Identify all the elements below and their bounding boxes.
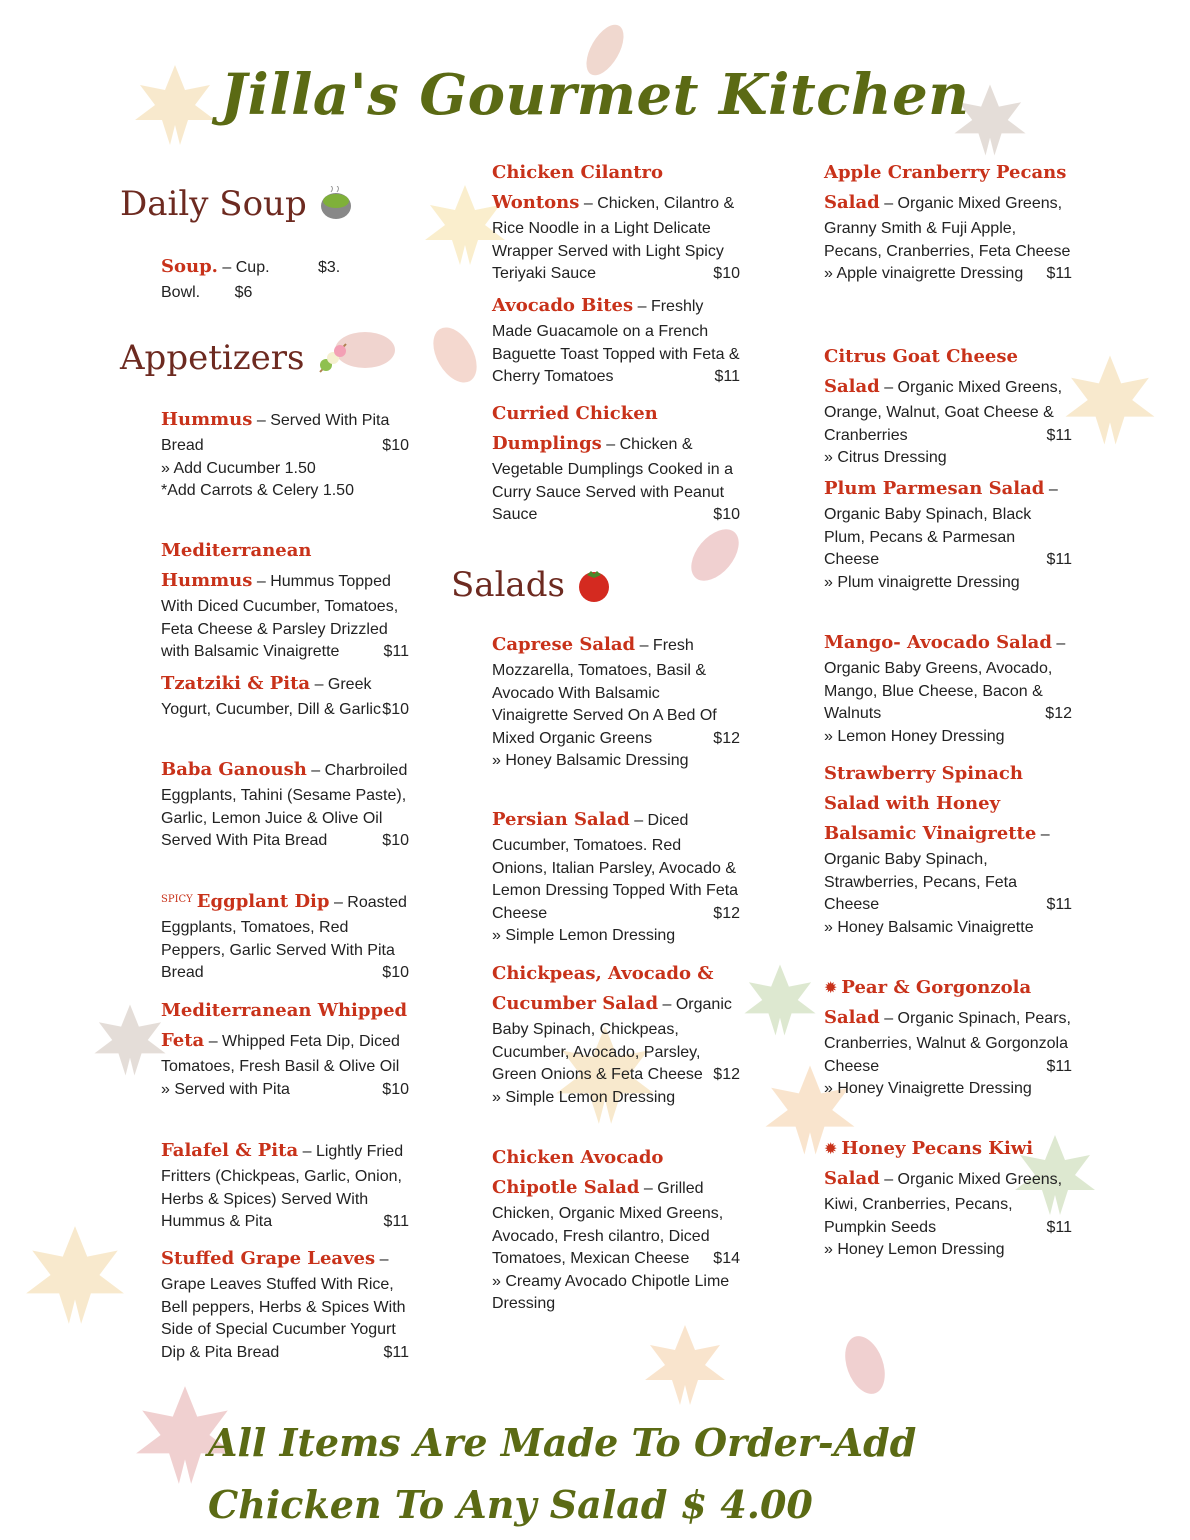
item-name: Mediterranean Hummus bbox=[161, 540, 312, 591]
menu-item bbox=[824, 973, 1072, 1101]
item-note: » Plum vinaigrette Dressing bbox=[824, 573, 1020, 591]
item-description: – Chicken & Vegetable Dumplings Cooked in a Curry Sauce Served with Peanut Sauce bbox=[492, 436, 734, 523]
item-description: – Grilled Chicken, Organic Mixed Greens, Avocado, Fresh cilantro, Diced Tomatoes, Mexican Cheese bbox=[492, 1180, 724, 1267]
item-name: Apple Cranberry Pecans Salad bbox=[824, 162, 1067, 213]
item-name: Citrus Goat Cheese Salad bbox=[824, 346, 1018, 397]
item-price: $11 bbox=[1046, 1218, 1072, 1236]
star-icon: ✹ bbox=[824, 980, 838, 997]
section-heading-daily-soup: Daily Soup bbox=[120, 184, 355, 224]
item-price: $10 bbox=[382, 964, 409, 981]
menu-item bbox=[492, 959, 740, 1109]
item-name: Baba Ganoush bbox=[161, 759, 307, 780]
item-name: Curried Chicken Dumplings bbox=[492, 403, 658, 454]
item-description: – Organic Mixed Greens, Granny Smith & Fuji Apple, Pecans, Cranberries, Feta Cheese bbox=[824, 195, 1071, 260]
menu-item bbox=[492, 158, 740, 286]
menu-item bbox=[824, 628, 1072, 748]
item-price: $12 bbox=[713, 904, 740, 922]
item-description: – Served With Pita Bread bbox=[161, 412, 390, 454]
item-price: $11 bbox=[383, 1213, 409, 1230]
item-name: Honey Pecans Kiwi Salad bbox=[824, 1138, 1034, 1189]
item-name: Persian Salad bbox=[492, 809, 630, 830]
item-description: – Lightly Fried Fritters (Chickpeas, Garlic, Onion, Herbs & Spices) Served With Hummus & Pita bbox=[161, 1143, 404, 1230]
item-price: $10 bbox=[382, 437, 409, 454]
maple-leaf-icon bbox=[640, 1320, 730, 1410]
item-price: $10 bbox=[382, 1080, 409, 1098]
menu-item bbox=[161, 1136, 409, 1234]
item-name: Caprese Salad bbox=[492, 634, 636, 655]
item-name: Strawberry Spinach Salad with Honey Balsamic Vinaigrette bbox=[824, 763, 1037, 844]
item-description: – Whipped Feta Dip, Diced Tomatoes, Fresh Basil & Olive Oil bbox=[161, 1033, 400, 1075]
item-name: Mediterranean Whipped Feta bbox=[161, 1000, 408, 1051]
item-name: Pear & Gorgonzola Salad bbox=[824, 977, 1032, 1028]
maple-leaf-icon bbox=[1060, 350, 1160, 450]
item-name: Hummus bbox=[161, 409, 253, 430]
item-note: *Add Carrots & Celery 1.50 bbox=[161, 482, 354, 499]
item-price: $10 bbox=[382, 832, 409, 849]
menu-item bbox=[161, 996, 409, 1101]
menu-item bbox=[824, 474, 1072, 594]
item-name: Avocado Bites bbox=[492, 295, 634, 316]
item-price: $10 bbox=[382, 701, 409, 718]
item-price: $10 bbox=[713, 506, 740, 523]
item-name: Falafel & Pita bbox=[161, 1140, 299, 1161]
spicy-tag: SPICY bbox=[161, 894, 193, 905]
menu-item bbox=[492, 291, 740, 389]
menu-item bbox=[492, 1143, 740, 1316]
item-description: – Organic Baby Greens, Avocado, Mango, Blue Cheese, Bacon & Walnuts bbox=[824, 635, 1066, 722]
item-description: – Organic Mixed Greens, Kiwi, Cranberries, Pecans, Pumpkin Seeds bbox=[824, 1171, 1063, 1236]
menu-item bbox=[824, 1134, 1072, 1262]
item-price: $11 bbox=[1046, 1057, 1072, 1075]
section-heading-appetizers: Appetizers bbox=[120, 338, 352, 378]
item-name: Mango- Avocado Salad bbox=[824, 632, 1052, 653]
leaf-icon bbox=[830, 1330, 900, 1400]
page-title: Jilla's Gourmet Kitchen bbox=[220, 62, 970, 128]
item-price: $11 bbox=[383, 1343, 409, 1361]
item-note: » Citrus Dressing bbox=[824, 449, 947, 466]
tomato-icon bbox=[575, 567, 613, 603]
item-description: – Organic Baby Spinach, Chickpeas, Cucumber, Avocado, Parsley, Green Onions & Feta Cheese bbox=[492, 996, 732, 1083]
menu-item bbox=[824, 342, 1072, 470]
item-description: – Greek Yogurt, Cucumber, Dill & Garlic bbox=[161, 676, 381, 718]
menu-item bbox=[161, 669, 409, 722]
item-name: Chicken Avocado Chipotle Salad bbox=[492, 1147, 664, 1198]
leaf-icon bbox=[680, 520, 750, 590]
menu-item bbox=[492, 805, 740, 948]
item-price: $14 bbox=[713, 1250, 740, 1267]
item-price: $11 bbox=[383, 643, 409, 660]
item-description: – Organic Mixed Greens, Orange, Walnut, Goat Cheese & Cranberries bbox=[824, 379, 1063, 444]
menu-item bbox=[824, 158, 1072, 286]
item-note: » Honey Balsamic Vinaigrette bbox=[824, 918, 1034, 936]
item-note: » Honey Lemon Dressing bbox=[824, 1241, 1005, 1258]
item-price: $11 bbox=[1046, 896, 1072, 913]
item-name: Soup. bbox=[161, 256, 218, 277]
item-name: Tzatziki & Pita bbox=[161, 673, 311, 694]
menu-item bbox=[492, 630, 740, 773]
item-description: – Organic Spinach, Pears, Cranberries, Walnut & Gorgonzola Cheese bbox=[824, 1010, 1071, 1075]
item-note: » Simple Lemon Dressing bbox=[492, 927, 676, 944]
item-description: – Organic Baby Spinach, Strawberries, Pecans, Feta Cheese bbox=[824, 826, 1050, 913]
menu-item bbox=[161, 755, 409, 853]
item-description: – Freshly Made Guacamole on a French Baguette Toast Topped with Feta & Cherry Tomatoes bbox=[492, 298, 740, 385]
tea-bowl-icon bbox=[317, 186, 355, 222]
item-price: $11 bbox=[714, 368, 740, 385]
item-description: – Roasted Eggplants, Tomatoes, Red Peppers, Garlic Served With Pita Bread bbox=[161, 894, 407, 981]
item-name: Plum Parmesan Salad bbox=[824, 478, 1045, 499]
menu-item bbox=[161, 536, 409, 664]
footer-note: All Items Are Made To Order-Add Chicken To Any Salad $ 4.00 bbox=[208, 1420, 917, 1527]
item-name: Chicken Cilantro Wontons bbox=[492, 162, 664, 213]
menu-item bbox=[161, 887, 409, 985]
item-note: » Add Cucumber 1.50 bbox=[161, 459, 316, 477]
item-description: – Fresh Mozzarella, Tomatoes, Basil & Avocado With Balsamic Vinaigrette Served On A Bed Of Mixed Organic Greens bbox=[492, 637, 717, 747]
maple-leaf-icon bbox=[740, 960, 820, 1040]
item-note: » Apple vinaigrette Dressing bbox=[824, 265, 1024, 282]
oak-leaf-icon bbox=[90, 1000, 170, 1080]
item-note: » Lemon Honey Dressing bbox=[824, 727, 1005, 745]
item-description: – Grape Leaves Stuffed With Rice, Bell peppers, Herbs & Spices With Side of Special Cucumber Yogurt Dip & Pita Bread bbox=[161, 1251, 406, 1361]
menu-item bbox=[492, 399, 740, 527]
item-description: – Chicken, Cilantro & Rice Noodle in a Light Delicate Wrapper Served with Light Spicy Teriyaki Sauce bbox=[492, 195, 735, 282]
item-price: $11 bbox=[1046, 426, 1072, 444]
item-price: $10 bbox=[713, 265, 740, 282]
item-name: Stuffed Grape Leaves bbox=[161, 1248, 376, 1269]
item-price: $11 bbox=[1046, 551, 1072, 568]
item-note: » Honey Vinaigrette Dressing bbox=[824, 1080, 1032, 1097]
item-price: $12 bbox=[1045, 705, 1072, 722]
item-description: – Organic Baby Spinach, Black Plum, Pecans & Parmesan Cheese bbox=[824, 481, 1058, 568]
soup-item: Soup. – Cup. $3. Bowl. $6 bbox=[161, 256, 341, 301]
item-price: $12 bbox=[713, 729, 740, 747]
star-icon: ✹ bbox=[824, 1141, 838, 1158]
item-price: $12 bbox=[713, 1066, 740, 1083]
item-name: Eggplant Dip bbox=[196, 891, 330, 912]
item-note: » Simple Lemon Dressing bbox=[492, 1088, 676, 1106]
item-note: » Served with Pita bbox=[161, 1080, 290, 1098]
item-description: – Diced Cucumber, Tomatoes. Red Onions, Italian Parsley, Avocado & Lemon Dressing Topped With Feta Cheese bbox=[492, 812, 739, 922]
item-name: Chickpeas, Avocado & Cucumber Salad bbox=[492, 963, 714, 1014]
item-note: » Creamy Avocado Chipotle Lime Dressing bbox=[492, 1272, 730, 1312]
item-description: – Charbroiled Eggplants, Tahini (Sesame Paste), Garlic, Lemon Juice & Olive Oil Served With Pita Bread bbox=[161, 762, 408, 849]
item-note: » Honey Balsamic Dressing bbox=[492, 752, 689, 769]
maple-leaf-icon bbox=[20, 1220, 130, 1330]
item-price: $11 bbox=[1046, 265, 1072, 282]
menu-item bbox=[161, 405, 409, 503]
item-description: – Hummus Topped With Diced Cucumber, Tomatoes, Feta Cheese & Parsley Drizzled with Balsamic Vinaigrette bbox=[161, 573, 399, 660]
menu-item bbox=[824, 759, 1072, 939]
menu-item bbox=[161, 1244, 409, 1364]
leaf-icon bbox=[420, 320, 490, 390]
dango-icon bbox=[314, 340, 352, 376]
section-heading-salads: Salads bbox=[451, 565, 613, 605]
